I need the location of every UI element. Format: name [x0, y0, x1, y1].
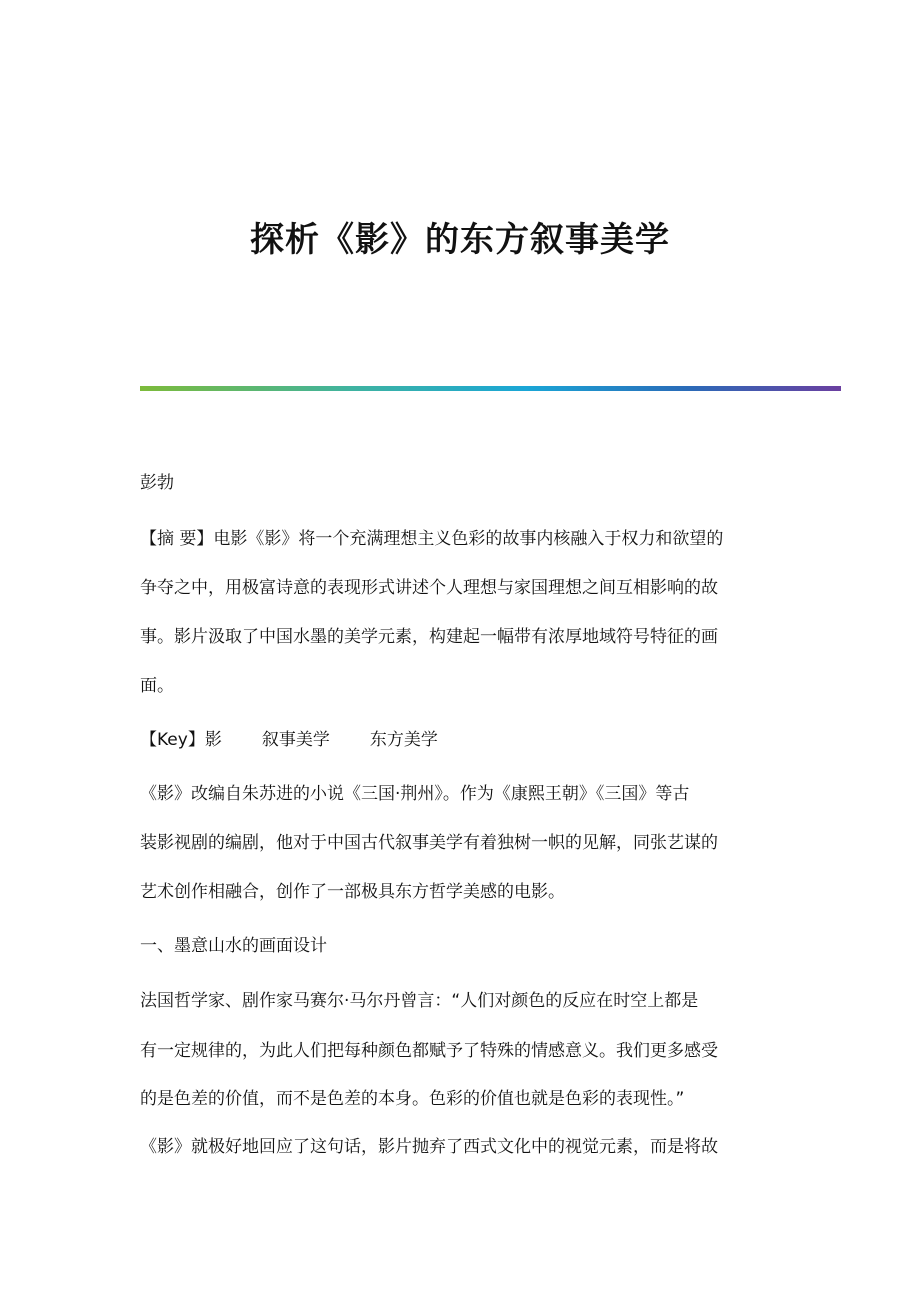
intro-line-2: 装影视剧的编剧，他对于中国古代叙事美学有着独树一帜的见解，同张艺谋的 — [140, 833, 718, 853]
keyword-item: 叙事美学 — [261, 730, 330, 750]
abstract-line-2: 争夺之中，用极富诗意的表现形式讲述个人理想与家国理想之间互相影响的故 — [140, 578, 718, 598]
abstract-line-4: 面。 — [140, 676, 174, 696]
abstract-line-1 — [140, 530, 780, 548]
body-line-2: 有一定规律的，为此人们把每种颜色都赋予了特殊的情感意义。我们更多感受 — [140, 1041, 718, 1061]
body-line-4: 《影》就极好地回应了这句话，影片抛弃了西式文化中的视觉元素，而是将故 — [140, 1137, 718, 1157]
section-heading: 一、墨意山水的画面设计 — [140, 936, 327, 956]
author-name: 彭勃 — [140, 473, 174, 493]
keyword-item: 东方美学 — [369, 730, 438, 750]
keywords-line — [140, 731, 780, 749]
keyword-item: 影 — [204, 730, 222, 750]
document-title: 探析《影》的东方叙事美学 — [250, 220, 670, 260]
intro-line-1: 《影》改编自朱苏进的小说《三国·荆州》。作为《康熙王朝》《三国》等古 — [140, 784, 690, 804]
body-line-1: 法国哲学家、剧作家马赛尔·马尔丹曾言：“人们对颜色的反应在时空上都是 — [140, 991, 699, 1011]
abstract-line-3: 事。影片汲取了中国水墨的美学元素，构建起一幅带有浓厚地域符号特征的画 — [140, 627, 718, 647]
intro-line-3: 艺术创作相融合，创作了一部极具东方哲学美感的电影。 — [140, 882, 565, 902]
abstract-text: 电影《影》将一个充满理想主义色彩的故事内核融入于权力和欲望的 — [213, 529, 724, 549]
abstract-label: 【摘 要】 — [140, 529, 214, 549]
title-divider — [140, 386, 841, 391]
body-line-3: 的是色差的价值，而不是色差的本身。色彩的价值也就是色彩的表现性。” — [140, 1089, 685, 1109]
keywords-label: 【Key】 — [140, 730, 205, 750]
